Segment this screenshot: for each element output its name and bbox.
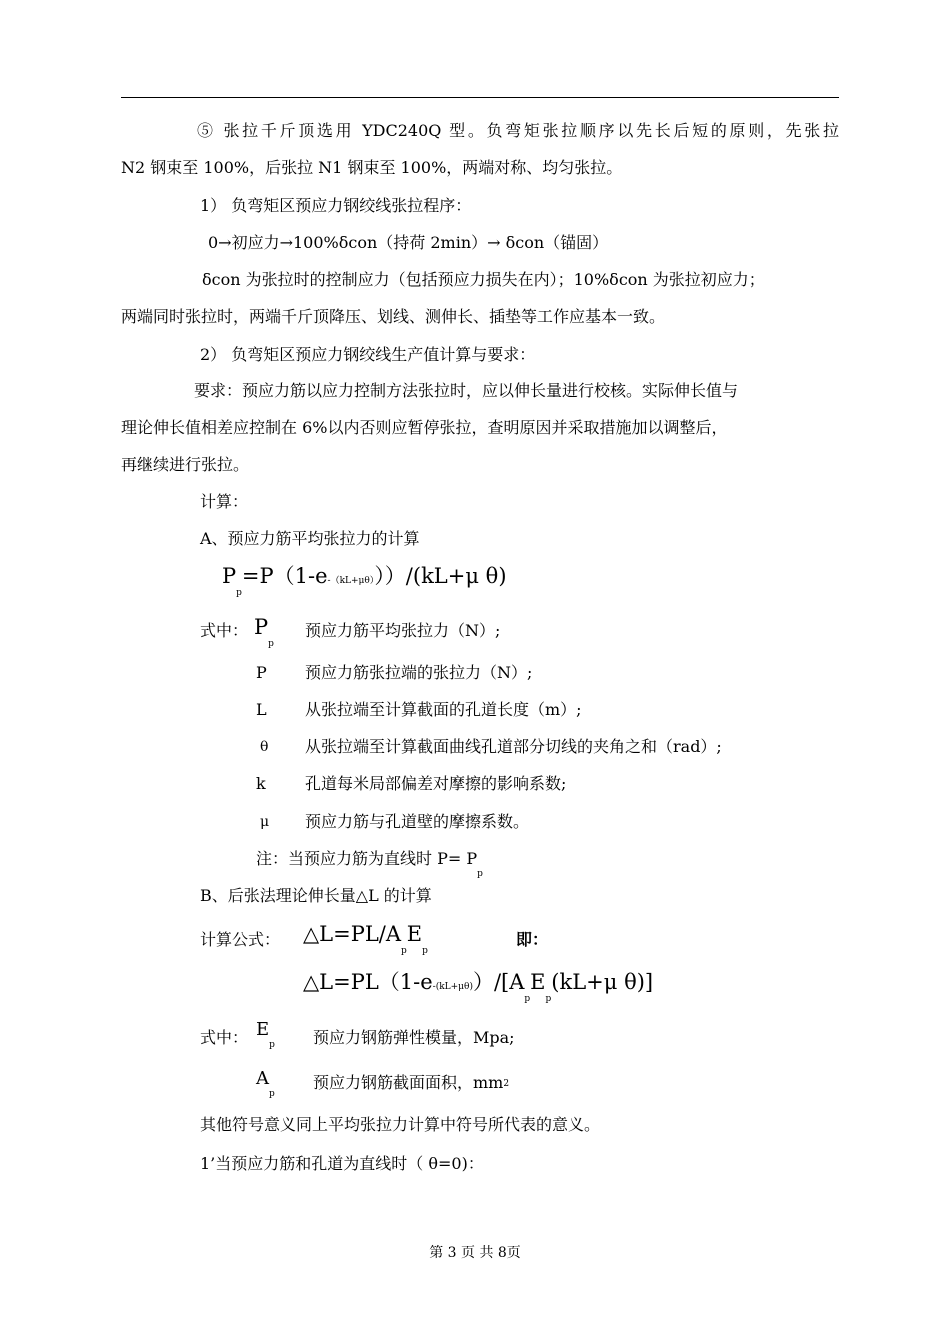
def-desc-l: 从张拉端至计算截面的孔道长度（m）; [305,700,582,719]
where-label-b: 式中： [200,1028,249,1047]
def-desc-p: 预应力筋张拉端的张拉力（N）; [305,663,533,682]
def-desc-theta: 从张拉端至计算截面曲线孔道部分切线的夹角之和（rad）; [305,737,722,756]
note-straight: 注：当预应力筋为直线时 $P= P_p$ [256,849,483,879]
def-desc-k: 孔道每米局部偏差对摩擦的影响系数; [305,774,567,793]
ji-label: 即： [516,930,549,949]
def-desc-ep: 预应力钢筋弹性模量，Mpa; [313,1028,515,1047]
def-symbol-k: k [256,774,266,793]
calc-label: 计算： [200,492,249,511]
paragraph-1b: N2 钢束至 100%，后张拉 N1 钢束至 100%，两端对称、均匀张拉。 [121,158,623,177]
header-rule [121,97,839,98]
formula-label: 计算公式： [200,930,281,949]
where-label-a: 式中： [200,621,249,640]
def-symbol-theta: θ [260,739,269,755]
def-desc-ap: 预应力钢筋截面面积，$mm^2$ [313,1073,510,1092]
page-footer: 第 3 页 共 8页 [429,1245,521,1261]
paragraph-2a: δcon 为张拉时的控制应力（包括预应力损失在内）；10%δcon 为张拉初应力； [202,270,765,289]
def-desc-pp: 预应力筋平均张拉力（N）; [305,621,501,640]
def-symbol-p: P [256,663,267,682]
def-symbol-ap: $A_p$ [256,1068,275,1099]
paragraph-3a: 要求：预应力筋以应力控制方法张拉时，应以伸长量进行校核。实际伸长值与 [194,381,739,400]
section-a-title: A、预应力筋平均张拉力的计算 [200,529,420,548]
def-symbol-ep: $E_p$ [256,1019,275,1050]
formula-elongation-full: $\triangle L=PL(1-e-(kL+\mu\theta))/[A_pE_p(kL+\mu$ θ)] [303,970,654,1004]
other-symbols-note: 其他符号意义同上平均张拉力计算中符号所代表的意义。 [200,1115,601,1134]
paragraph-1a: ⑤ 张拉千斤顶选用 YDC240Q 型。负弯矩张拉顺序以先长后短的原则，先张拉 [197,121,839,140]
formula-average-tension: $P_p=P(1-e-(kL+\mu\theta)))/(kL+\mu$ θ) [222,564,507,598]
paragraph-3b: 理论伸长值相差应控制在 6%以内否则应暂停张拉，查明原因并采取措施加以调整后， [121,418,728,437]
heading-1: 1） 负弯矩区预应力钢绞线张拉程序： [200,196,472,215]
def-symbol-l: L [256,700,267,719]
paragraph-2b: 两端同时张拉时，两端千斤顶降压、划线、测伸长、插垫等工作应基本一致。 [121,307,666,326]
formula-elongation-short: $\triangle L=PL/A_pE_p$ [303,922,428,956]
tension-procedure: 0→初应力→100%δcon（持荷 2min）→ δcon（锚固） [208,233,609,252]
paragraph-3c: 再继续进行张拉。 [121,455,250,474]
def-symbol-mu: μ [260,814,270,830]
heading-2: 2） 负弯矩区预应力钢绞线生产值计算与要求： [200,345,536,364]
def-desc-mu: 预应力筋与孔道壁的摩擦系数。 [305,812,530,831]
section-b-title: B、后张法理论伸长量△L 的计算 [200,886,432,905]
def-symbol-pp: $P_p$ [254,615,274,649]
case-1-heading: 1’当预应力筋和孔道为直线时（ θ=0)： [200,1154,484,1173]
